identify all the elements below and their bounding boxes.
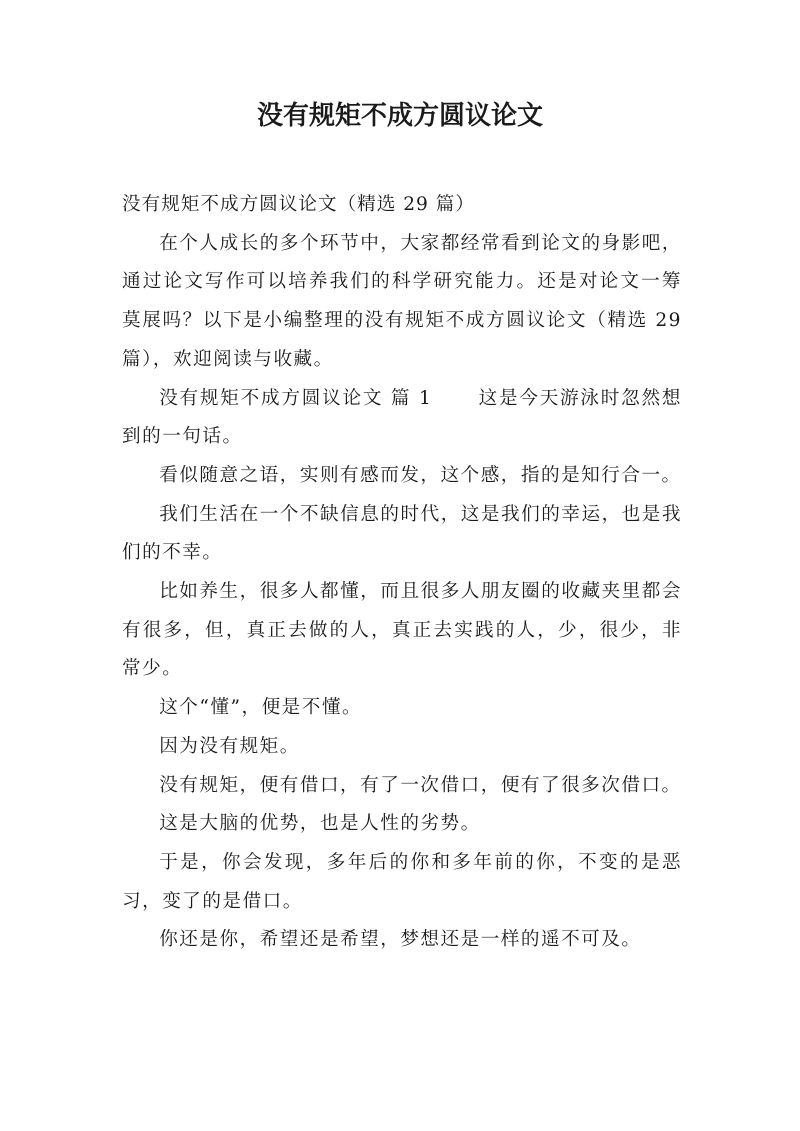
body-paragraph: 我们生活在一个不缺信息的时代，这是我们的幸运，也是我们的不幸。 [122,503,682,564]
section-first-line: 这是今天游泳时忽然想到的一句话。 [122,387,682,448]
body-paragraph: 看似随意之语，实则有感而发，这个感，指的是知行合一。 [159,464,682,486]
section-heading: 没有规矩不成方圆议论文 篇 1 [159,387,433,409]
body-paragraph: 你还是你，希望还是希望，梦想还是一样的遥不可及。 [159,929,642,951]
body-paragraph: 这个“懂”，便是不懂。 [159,697,363,719]
body-paragraph: 这是大脑的优势，也是人性的劣势。 [159,813,481,835]
document-body [122,186,682,960]
document-subtitle: 没有规矩不成方圆议论文（精选 29 篇） [122,194,475,215]
body-paragraph: 没有规矩，便有借口，有了一次借口，便有了很多次借口。 [159,774,682,796]
intro-paragraph: 在个人成长的多个环节中，大家都经常看到论文的身影吧，通过论文写作可以培养我们的科学研究能力。还是对论文一筹莫展吗？以下是小编整理的没有规矩不成方圆议论文（精选 29 篇），欢迎阅读与收藏。 [122,232,682,370]
body-paragraph: 因为没有规矩。 [159,735,300,757]
section-paragraph [122,380,682,457]
body-paragraph: 于是，你会发现，多年后的你和多年前的你，不变的是恶习，变了的是借口。 [122,851,682,912]
body-paragraph: 比如养生，很多人都懂，而且很多人朋友圈的收藏夹里都会有很多，但，真正去做的人，真正去实践的人，少，很少，非常少。 [122,581,682,680]
document-title: 没有规矩不成方圆议论文 [256,101,543,131]
